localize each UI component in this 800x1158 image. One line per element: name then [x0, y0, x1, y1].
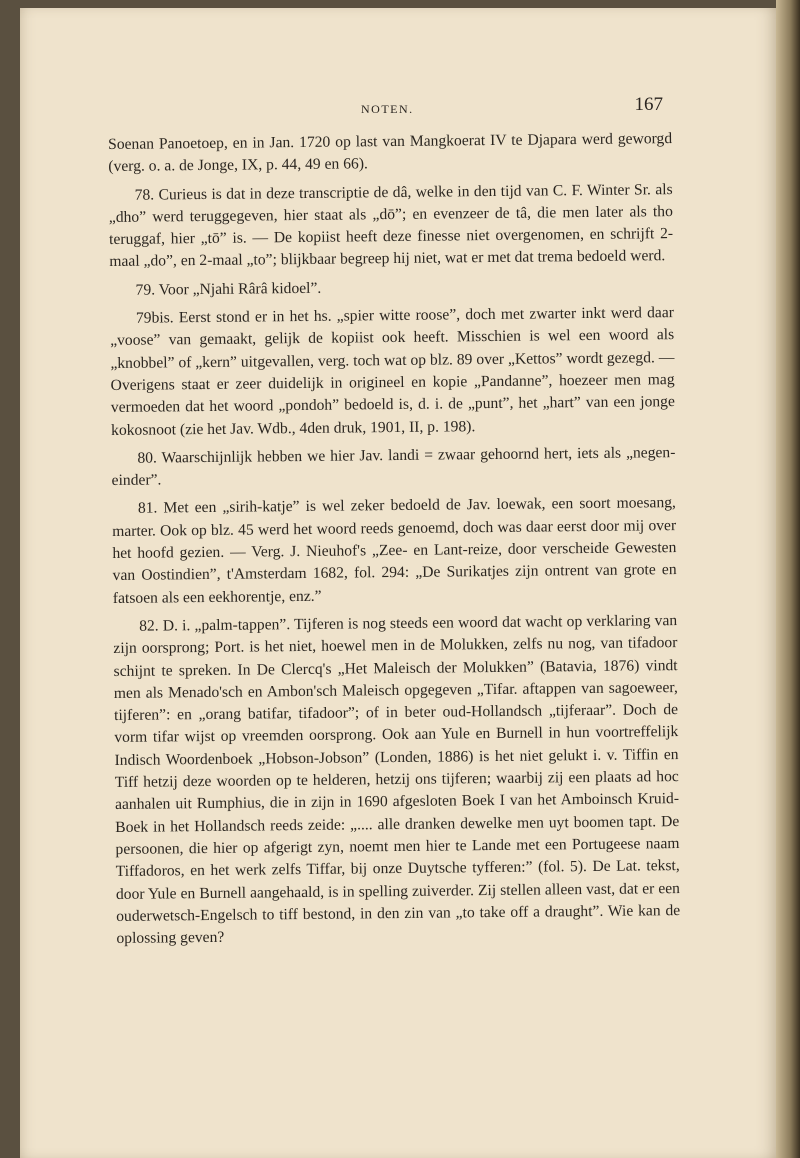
note-paragraph: 81. Met een „sirih-katje” is wel zeker bedoeld de Jav. loewak, een soort moesang, marter. Ook op blz. 45 werd het woord reeds genoemd, doch was daar eerst door mij over het hoofd gezien. — Verg. J. Nieuhof's „Zee- en Lant-reize, door verscheide Gewesten van Oostindien”, t'Amsterdam 1682, fol. 294: „De Surikatjes zijn ontrent van grote en fatsoen als een eekhorentje, enz.”	[112, 494, 677, 607]
note-paragraph: 79bis. Eerst stond er in het hs. „spier witte roose”, doch met zwarter inkt werd daar „voose” van gemaakt, gelijk de kopiist ook heeft. Misschien is wel een woord als „knobbel” of „kern” uitgevallen, verg. toch wat op blz. 89 over „Kettos” wordt gezegd. — Overigens staat er zeer duidelijk in origineel en kopie „Pandanne”, hoezeer men mag vermoeden dat het woord „pondoh” bedoeld is, d. i. de „punt”, het „hart” van een jonge kokosnoot (zie het Jav. Wdb., 4den druk, 1901, II, p. 198).	[110, 304, 675, 439]
note-paragraph: 79. Voor „Njahi Rârâ kidoel”.	[135, 279, 322, 299]
note-paragraph: 78. Curieus is dat in deze transcriptie de dâ, welke in den tijd van C. F. Winter Sr. als „dho” werd teruggegeven, hier staat als „dō”; en evenzeer de tâ, die men later als tho teruggaf, hier „tō” is. — De kopiist heeft deze finesse niet overgenomen, en schrijft 2-maal „do”, en 2-maal „to”; blijkbaar begreep hij niet, wat er met dat trema bedoeld werd.	[108, 180, 674, 271]
note-paragraph: Soenan Panoetoep, en in Jan. 1720 op last van Mangkoerat IV te Djapara werd geworgd (verg. o. a. de Jonge, IX, p. 44, 49 en 66).	[108, 130, 673, 176]
running-title: NOTEN.	[361, 102, 414, 116]
notes-body	[108, 128, 681, 956]
page-number: 167	[634, 94, 663, 115]
note-paragraph: 80. Waarschijnlijk hebben we hier Jav. landi = zwaar gehoornd hert, iets als „negen-einder”.	[111, 443, 676, 490]
page-header	[115, 94, 663, 124]
book-edge	[776, 0, 800, 1158]
book-page	[20, 8, 780, 1158]
note-paragraph: 82. D. i. „palm-tappen”. Tijferen is nog steeds een woord dat wacht op verklaring van zijn oorsprong; Port. is het niet, hoewel men in de Molukken, zelfs nu nog, van tifadoor schijnt te spreken. In De Clercq's „Het Maleisch der Molukken” (Batavia, 1876) vindt men als Menado'sch en Ambon'sch Maleisch opgegeven „Tifar. aftappen van sagoeweer, tijferen”: en „orang batifar, tifadoor”; of in beter oud-Hollandsch „tijferaar”. Doch de vorm tifar wijst op vreemden oorsprong. Ook aan Yule en Burnell in hun voortreffelijk Indisch Woordenboek „Hobson-Jobson” (Londen, 1886) is het niet gelukt i. v. Tiffin en Tiff hetzij deze woorden op te helderen, hetzij ons tijferen; waarbij zij een plaats ad hoc aanhalen uit Rumphius, die in zijn in 1690 afgesloten Boek I van het Amboinsch Kruid-Boek in het Hollandsch reeds zeide: „.... alle dranken dewelke men uyt boomen tapt. De persoonen, die hier op afgerigt zyn, noemt men hier te Lande met een Portugeese naam Tiffadoros, en het werk zelfs Tiffar, bij onze Duytsche tyfferen:” (fol. 5). De Lat. tekst, door Yule en Burnell aangehaald, is in spelling zuiverder. Zij stellen alleen vast, dat er een ouderwetsch-Engelsch to tiff bestond, in den zin van „to take off a draught”. Wie kan de oplossing geven?	[113, 612, 681, 948]
